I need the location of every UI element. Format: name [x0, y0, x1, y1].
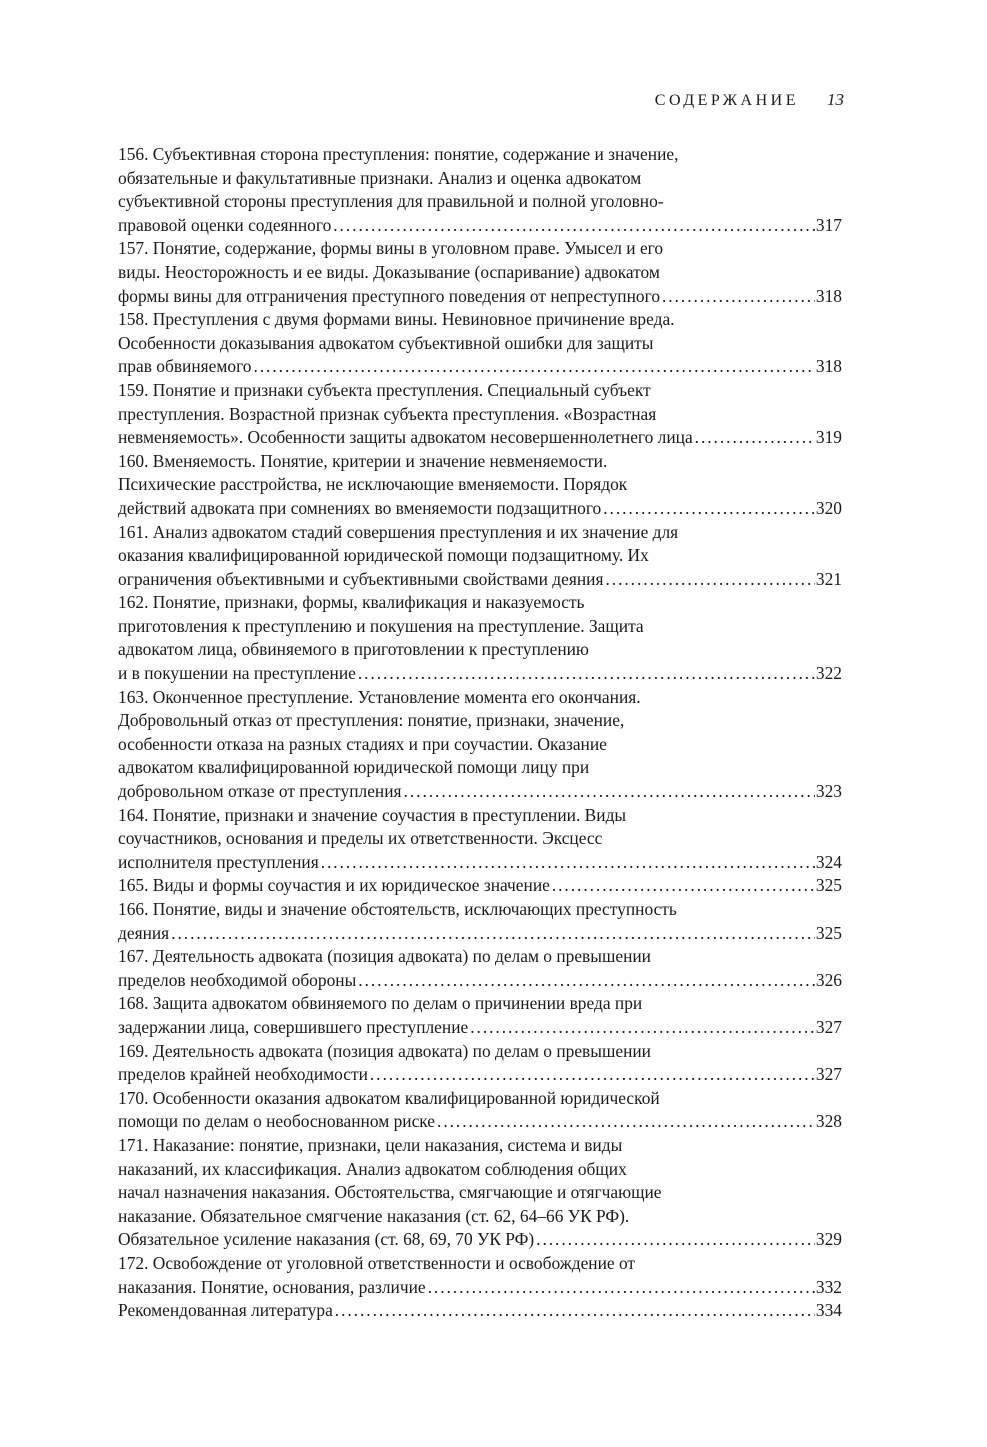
toc-entry-page-number: 323	[815, 781, 842, 802]
toc-entry-title: действий адвоката при сомнениях во вменяемости подзащитного	[118, 497, 602, 518]
toc-entry-page-number: 334	[815, 1300, 842, 1321]
toc-entry-title: Рекомендованная литература	[118, 1300, 333, 1321]
running-title: СОДЕРЖАНИЕ	[654, 92, 799, 109]
toc-entry-title: пределов необходимой обороны	[118, 969, 357, 990]
toc-entry-line: 158. Преступления с двумя формами вины. Невиновное причинение вреда.	[118, 309, 675, 330]
toc-entry-title: прав обвиняемого	[118, 356, 252, 377]
dot-leader	[333, 214, 815, 238]
dot-leader	[695, 426, 815, 450]
toc-entry-last-line	[118, 969, 842, 993]
toc-entry	[118, 591, 842, 685]
toc-entry-line: 169. Деятельность адвоката (позиция адвоката) по делам о превышении	[118, 1040, 651, 1061]
toc-entry-line: 167. Деятельность адвоката (позиция адвоката) по делам о превышении	[118, 946, 651, 967]
toc-entry-line: 161. Анализ адвокатом стадий совершения преступления и их значение для	[118, 521, 679, 542]
toc-entry-line: 157. Понятие, содержание, формы вины в уголовном праве. Умысел и его	[118, 238, 664, 259]
dot-leader	[662, 285, 815, 309]
toc-entry-line: начал назначения наказания. Обстоятельства, смягчающие и отягчающие	[118, 1182, 662, 1203]
toc-entry-line: особенности отказа на разных стадиях и при соучастии. Оказание	[118, 733, 607, 754]
toc-entry-page-number: 321	[815, 568, 842, 589]
toc-entry-page-number: 317	[815, 214, 842, 235]
toc-entry-line: 162. Понятие, признаки, формы, квалификация и наказуемость	[118, 592, 585, 613]
toc-entry-line: соучастников, основания и пределы их ответственности. Эксцесс	[118, 828, 603, 849]
toc-entry-line: Добровольный отказ от преступления: понятие, признаки, значение,	[118, 710, 625, 731]
toc-entry-page-number: 319	[815, 427, 842, 448]
toc-entry-line: 166. Понятие, виды и значение обстоятельств, исключающих преступность	[118, 899, 677, 919]
toc-entry-line: адвокатом лица, обвиняемого в приготовлении к преступлению	[118, 639, 589, 660]
dot-leader	[335, 1299, 815, 1323]
dot-leader	[536, 1228, 815, 1252]
toc-entry-title: ограничения объективными и субъективными свойствами деяния	[118, 568, 604, 589]
toc-entry-title: 165. Виды и формы соучастия и их юридическое значение	[118, 875, 550, 896]
toc-entry	[118, 992, 842, 1039]
dot-leader	[358, 662, 815, 686]
toc-entry-line: 159. Понятие и признаки субъекта преступления. Специальный субъект	[118, 379, 651, 400]
toc-entry	[118, 143, 842, 237]
toc-entry-line: адвокатом квалифицированной юридической помощи лицу при	[118, 757, 590, 778]
toc-entry-last-line	[118, 1228, 842, 1252]
toc-entry-page-number: 320	[815, 497, 842, 518]
toc-entry-last-line	[118, 1016, 842, 1040]
toc-entry-last-line	[118, 851, 842, 875]
toc-entry	[118, 945, 842, 992]
toc-entry-title: задержании лица, совершившего преступление	[118, 1016, 469, 1037]
toc-entry-page-number: 324	[815, 851, 842, 872]
dot-leader	[606, 568, 815, 592]
toc-entry	[118, 308, 842, 379]
dot-leader	[428, 1276, 815, 1300]
toc-entry-page-number: 322	[815, 663, 842, 684]
toc-entry-line: преступления. Возрастной признак субъекта преступления. «Возрастная	[118, 403, 657, 424]
toc-entry	[118, 804, 842, 875]
toc-entry-line: 163. Оконченное преступление. Установление момента его окончания.	[118, 686, 641, 707]
toc-entry-line: 170. Особенности оказания адвокатом квалифицированной юридической	[118, 1087, 660, 1108]
toc-entry	[118, 450, 842, 521]
toc-entry-last-line	[118, 426, 842, 450]
toc-entry	[118, 237, 842, 308]
dot-leader	[470, 1016, 815, 1040]
toc-entry-page-number: 326	[815, 969, 842, 990]
toc-entry-page-number: 327	[815, 1016, 842, 1037]
dot-leader	[171, 922, 815, 946]
toc-entry-title: деяния	[118, 922, 170, 943]
toc-entry-title: правовой оценки содеянного	[118, 214, 332, 235]
toc-entry-last-line	[118, 1276, 842, 1300]
toc-entry-title: наказания. Понятие, основания, различие	[118, 1276, 426, 1297]
toc-entry	[118, 686, 842, 804]
toc-entry-line: 172. Освобождение от уголовной ответственности и освобождение от	[118, 1252, 636, 1273]
toc-entry-line: 156. Субъективная сторона преступления: понятие, содержание и значение,	[118, 144, 679, 164]
dot-leader	[437, 1110, 815, 1134]
toc-entry-last-line	[118, 568, 842, 592]
toc-entry	[118, 521, 842, 592]
toc-entry	[118, 1299, 842, 1323]
toc-entry-last-line	[118, 285, 842, 309]
toc-entry-title: исполнителя преступления	[118, 851, 319, 872]
dot-leader	[404, 780, 815, 804]
toc-entry-page-number: 318	[815, 285, 842, 306]
page-number: 13	[827, 90, 844, 109]
toc-entry-page-number: 327	[815, 1064, 842, 1085]
toc-entry-title: добровольном отказе от преступления	[118, 781, 402, 802]
toc-entry-line: Особенности доказывания адвокатом субъективной ошибки для защиты	[118, 332, 654, 353]
toc-entry-last-line	[118, 1299, 842, 1323]
toc-entry-line: виды. Неосторожность и ее виды. Доказывание (оспаривание) адвокатом	[118, 261, 660, 282]
toc-entry	[118, 1087, 842, 1134]
toc-entry-page-number: 325	[815, 875, 842, 896]
toc-entry-page-number: 318	[815, 356, 842, 377]
toc-entry-line: 164. Понятие, признаки и значение соучастия в преступлении. Виды	[118, 804, 627, 825]
toc-entry-last-line	[118, 1110, 842, 1134]
toc-entry-line: 171. Наказание: понятие, признаки, цели наказания, система и виды	[118, 1134, 623, 1155]
toc-entry-page-number: 328	[815, 1111, 842, 1132]
dot-leader	[552, 874, 815, 898]
toc-entry-last-line	[118, 922, 842, 946]
toc-entry	[118, 874, 842, 898]
toc-entry-title: и в покушении на преступление	[118, 663, 356, 684]
toc-entry-last-line	[118, 780, 842, 804]
toc-entry	[118, 379, 842, 450]
toc-entry-line: 160. Вменяемость. Понятие, критерии и значение невменяемости.	[118, 450, 608, 471]
toc-entry-page-number: 332	[815, 1276, 842, 1297]
toc-entry-page-number: 329	[815, 1229, 842, 1250]
toc-entry	[118, 898, 842, 945]
toc-entry-title: помощи по делам о необоснованном риске	[118, 1111, 436, 1132]
toc-entry-last-line	[118, 662, 842, 686]
dot-leader	[358, 969, 815, 993]
dot-leader	[370, 1063, 815, 1087]
toc-entry-last-line	[118, 874, 842, 898]
toc-entry-line: 168. Защита адвокатом обвиняемого по делам о причинении вреда при	[118, 993, 643, 1014]
toc-entry-line: наказание. Обязательное смягчение наказания (ст. 62, 64–66 УК РФ).	[118, 1205, 630, 1226]
toc-entry-last-line	[118, 1063, 842, 1087]
toc-entry-last-line	[118, 497, 842, 521]
toc-entry-title: пределов крайней необходимости	[118, 1064, 368, 1085]
dot-leader	[321, 851, 815, 875]
running-header	[655, 90, 844, 110]
toc-entry	[118, 1040, 842, 1087]
dot-leader	[603, 497, 815, 521]
toc-entry	[118, 1252, 842, 1299]
toc-entry	[118, 1134, 842, 1252]
toc-entry-page-number: 325	[815, 922, 842, 943]
toc-entry-line: оказания квалифицированной юридической помощи подзащитному. Их	[118, 545, 649, 566]
dot-leader	[253, 355, 814, 379]
toc-entry-title: формы вины для отграничения преступного поведения от непреступного	[118, 285, 661, 306]
toc-entry-line: приготовления к преступлению и покушения на преступление. Защита	[118, 615, 644, 636]
table-of-contents	[118, 143, 842, 1323]
toc-entry-title: Обязательное усиление наказания (ст. 68, 69, 70 УК РФ)	[118, 1229, 535, 1250]
toc-entry-last-line	[118, 355, 842, 379]
toc-entry-line: Психические расстройства, не исключающие вменяемости. Порядок	[118, 474, 628, 495]
toc-entry-last-line	[118, 214, 842, 238]
toc-entry-title: невменяемость». Особенности защиты адвокатом несовершеннолетнего лица	[118, 427, 693, 448]
toc-entry-line: обязательные и факультативные признаки. Анализ и оценка адвокатом	[118, 167, 642, 188]
toc-entry-line: наказаний, их классификация. Анализ адвокатом соблюдения общих	[118, 1158, 627, 1179]
toc-entry-line: субъективной стороны преступления для правильной и полной уголовно-	[118, 191, 664, 212]
